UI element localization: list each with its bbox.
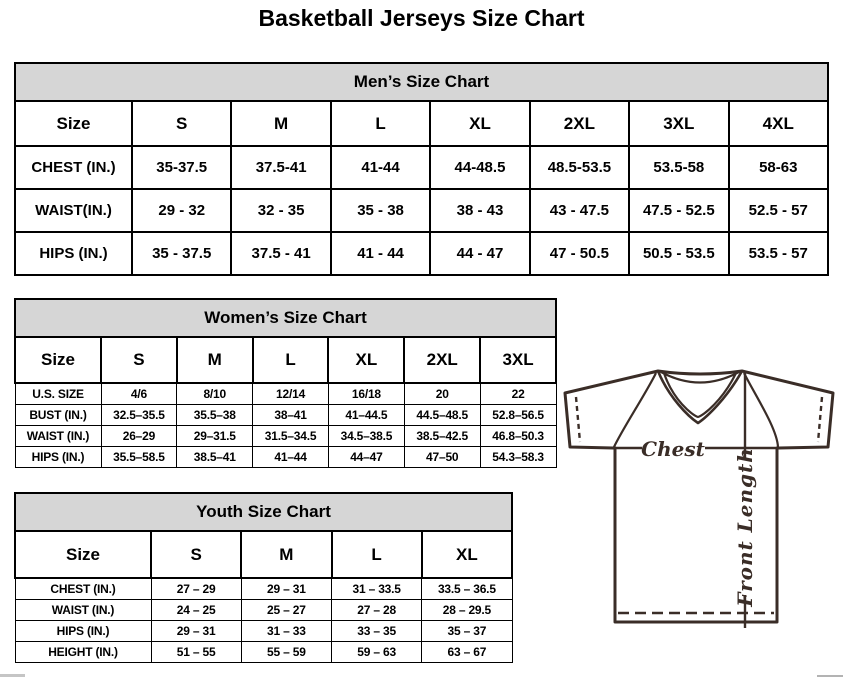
table-band-title: Women’s Size Chart xyxy=(15,299,556,337)
front-length-label: Front Length xyxy=(733,447,757,607)
table-row xyxy=(15,600,512,621)
size-value-cell: 16/18 xyxy=(328,383,404,405)
column-header: L xyxy=(253,337,329,383)
size-value-cell: 53.5 - 57 xyxy=(729,232,828,275)
table-row xyxy=(15,232,828,275)
table-row xyxy=(15,405,556,426)
ui-fragment-bottom-right xyxy=(817,675,843,677)
size-value-cell: 52.5 - 57 xyxy=(729,189,828,232)
mens-size-table xyxy=(14,62,829,276)
size-value-cell: 22 xyxy=(480,383,556,405)
size-value-cell: 44 - 47 xyxy=(430,232,529,275)
size-value-cell: 58-63 xyxy=(729,146,828,189)
size-value-cell: 38.5–41 xyxy=(177,447,253,468)
table-band-title: Youth Size Chart xyxy=(15,493,512,531)
table-row xyxy=(15,426,556,447)
jersey-diagram xyxy=(555,360,843,660)
column-header: L xyxy=(331,101,430,146)
column-header: XL xyxy=(422,531,512,578)
jersey-outline xyxy=(565,371,833,622)
row-label: WAIST(IN.) xyxy=(15,189,132,232)
size-value-cell: 50.5 - 53.5 xyxy=(629,232,728,275)
size-value-cell: 51 – 55 xyxy=(151,642,241,663)
size-value-cell: 29 – 31 xyxy=(241,578,331,600)
table-row xyxy=(15,189,828,232)
size-value-cell: 52.8–56.5 xyxy=(480,405,556,426)
size-value-cell: 46.8–50.3 xyxy=(480,426,556,447)
row-label: CHEST (IN.) xyxy=(15,146,132,189)
column-header: S xyxy=(101,337,177,383)
size-value-cell: 37.5 - 41 xyxy=(231,232,330,275)
table-row xyxy=(15,578,512,600)
row-label: HIPS (IN.) xyxy=(15,447,101,468)
page-title: Basketball Jerseys Size Chart xyxy=(258,5,585,31)
size-value-cell: 63 – 67 xyxy=(422,642,512,663)
column-header: 3XL xyxy=(480,337,556,383)
size-value-cell: 38.5–42.5 xyxy=(404,426,480,447)
table-row xyxy=(15,383,556,405)
column-header: M xyxy=(241,531,331,578)
column-header: 2XL xyxy=(530,101,629,146)
column-header: S xyxy=(132,101,231,146)
row-label: U.S. SIZE xyxy=(15,383,101,405)
size-value-cell: 44-48.5 xyxy=(430,146,529,189)
column-header: 2XL xyxy=(404,337,480,383)
row-label: WAIST (IN.) xyxy=(15,600,151,621)
size-value-cell: 29 - 32 xyxy=(132,189,231,232)
size-value-cell: 12/14 xyxy=(253,383,329,405)
size-value-cell: 27 – 29 xyxy=(151,578,241,600)
row-label: HIPS (IN.) xyxy=(15,621,151,642)
table-header-row xyxy=(15,531,512,578)
size-value-cell: 32.5–35.5 xyxy=(101,405,177,426)
size-value-cell: 54.3–58.3 xyxy=(480,447,556,468)
size-value-cell: 35.5–58.5 xyxy=(101,447,177,468)
table-row xyxy=(15,621,512,642)
size-value-cell: 20 xyxy=(404,383,480,405)
table-header-row xyxy=(15,337,556,383)
table-band-title: Men’s Size Chart xyxy=(15,63,828,101)
row-label: WAIST (IN.) xyxy=(15,426,101,447)
size-value-cell: 53.5-58 xyxy=(629,146,728,189)
size-value-cell: 41–44 xyxy=(253,447,329,468)
size-value-cell: 41 - 44 xyxy=(331,232,430,275)
column-header: 4XL xyxy=(729,101,828,146)
size-value-cell: 35.5–38 xyxy=(177,405,253,426)
size-value-cell: 31 – 33.5 xyxy=(332,578,422,600)
youth-size-table xyxy=(14,492,513,663)
size-value-cell: 28 – 29.5 xyxy=(422,600,512,621)
row-label: HEIGHT (IN.) xyxy=(15,642,151,663)
column-header: M xyxy=(177,337,253,383)
size-value-cell: 41–44.5 xyxy=(328,405,404,426)
size-value-cell: 37.5-41 xyxy=(231,146,330,189)
womens-size-table xyxy=(14,298,557,468)
size-value-cell: 38 - 43 xyxy=(430,189,529,232)
size-value-cell: 32 - 35 xyxy=(231,189,330,232)
size-value-cell: 33 – 35 xyxy=(332,621,422,642)
chest-label: Chest xyxy=(641,437,705,461)
size-value-cell: 38–41 xyxy=(253,405,329,426)
size-value-cell: 41-44 xyxy=(331,146,430,189)
column-header: L xyxy=(332,531,422,578)
size-value-cell: 47–50 xyxy=(404,447,480,468)
size-value-cell: 29–31.5 xyxy=(177,426,253,447)
column-header: Size xyxy=(15,531,151,578)
size-value-cell: 31.5–34.5 xyxy=(253,426,329,447)
size-value-cell: 34.5–38.5 xyxy=(328,426,404,447)
table-row xyxy=(15,642,512,663)
size-value-cell: 55 – 59 xyxy=(241,642,331,663)
size-value-cell: 31 – 33 xyxy=(241,621,331,642)
size-value-cell: 35-37.5 xyxy=(132,146,231,189)
size-value-cell: 27 – 28 xyxy=(332,600,422,621)
column-header: M xyxy=(231,101,330,146)
size-value-cell: 44.5–48.5 xyxy=(404,405,480,426)
size-value-cell: 44–47 xyxy=(328,447,404,468)
size-value-cell: 4/6 xyxy=(101,383,177,405)
size-value-cell: 35 - 37.5 xyxy=(132,232,231,275)
size-value-cell: 8/10 xyxy=(177,383,253,405)
size-value-cell: 25 – 27 xyxy=(241,600,331,621)
size-value-cell: 24 – 25 xyxy=(151,600,241,621)
size-value-cell: 26–29 xyxy=(101,426,177,447)
column-header: XL xyxy=(328,337,404,383)
table-header-row xyxy=(15,101,828,146)
column-header: Size xyxy=(15,101,132,146)
column-header: 3XL xyxy=(629,101,728,146)
size-value-cell: 35 - 38 xyxy=(331,189,430,232)
row-label: BUST (IN.) xyxy=(15,405,101,426)
table-row xyxy=(15,447,556,468)
column-header: Size xyxy=(15,337,101,383)
size-value-cell: 35 – 37 xyxy=(422,621,512,642)
table-row xyxy=(15,146,828,189)
column-header: S xyxy=(151,531,241,578)
size-value-cell: 43 - 47.5 xyxy=(530,189,629,232)
size-value-cell: 59 – 63 xyxy=(332,642,422,663)
size-value-cell: 29 – 31 xyxy=(151,621,241,642)
size-value-cell: 47 - 50.5 xyxy=(530,232,629,275)
size-value-cell: 47.5 - 52.5 xyxy=(629,189,728,232)
row-label: CHEST (IN.) xyxy=(15,578,151,600)
column-header: XL xyxy=(430,101,529,146)
size-value-cell: 48.5-53.5 xyxy=(530,146,629,189)
row-label: HIPS (IN.) xyxy=(15,232,132,275)
size-value-cell: 33.5 – 36.5 xyxy=(422,578,512,600)
ui-fragment-bottom-left xyxy=(0,674,25,677)
